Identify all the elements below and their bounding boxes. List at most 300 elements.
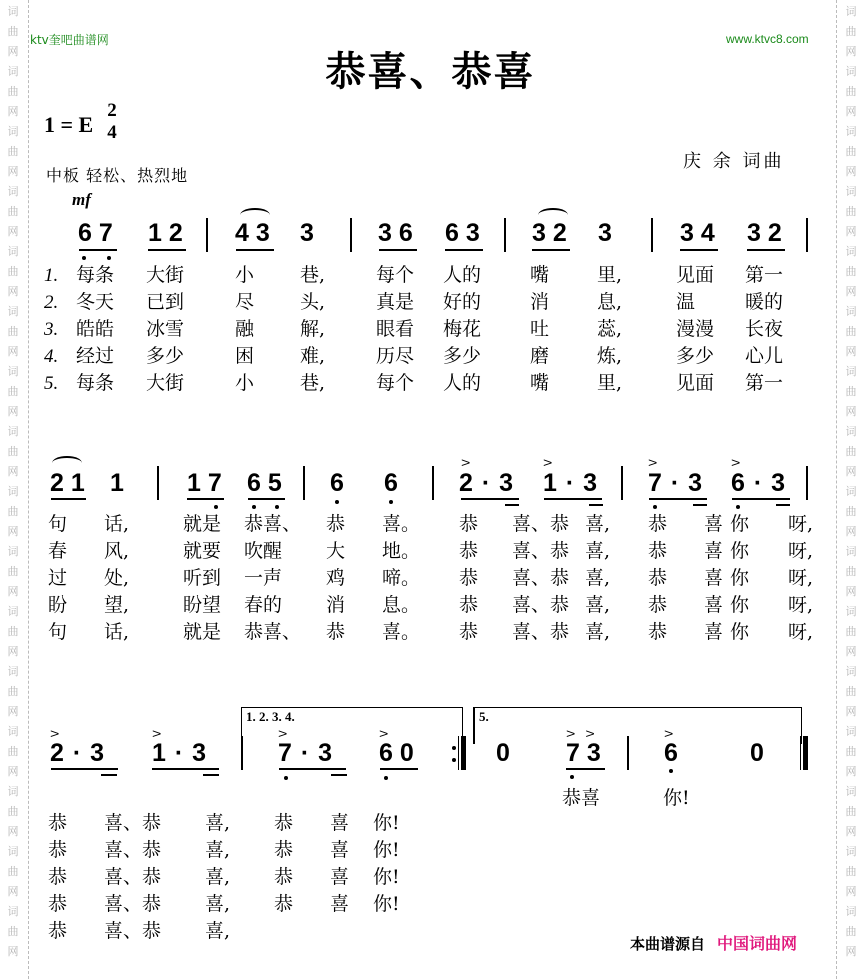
lyric-syllable: 喜 xyxy=(330,893,350,915)
accent-marks: >> xyxy=(566,727,605,742)
watermark-char: 词 xyxy=(845,185,857,198)
accent-mark: > xyxy=(648,456,658,471)
lyric-syllable: 已到 xyxy=(146,291,185,313)
note-group: 4 3 xyxy=(235,219,270,247)
watermark-char: 网 xyxy=(7,45,19,58)
lyric-syllable: 喜 xyxy=(704,594,724,616)
lyric-syllable: 每个 xyxy=(376,372,415,394)
watermark-char: 网 xyxy=(7,465,19,478)
lyric-syllable: 大街 xyxy=(146,264,185,286)
lyric-syllable: 恭喜、 xyxy=(244,621,302,643)
watermark-char: 曲 xyxy=(7,865,19,878)
watermark-char: 网 xyxy=(845,765,857,778)
lyric-syllable: 融 xyxy=(235,318,255,340)
lyric-syllable: 里, xyxy=(597,264,623,286)
lyric-syllable: 头, xyxy=(300,291,326,313)
underline xyxy=(236,249,274,251)
lyric-syllable: 喜 xyxy=(330,812,350,834)
accent-mark: > xyxy=(50,727,60,742)
lyric-syllable: 每条 xyxy=(76,264,115,286)
lyric-syllable: 喜、恭 xyxy=(104,920,162,942)
watermark-char: 词 xyxy=(7,125,19,138)
double-underline xyxy=(589,504,603,506)
underline xyxy=(379,249,417,251)
watermark-char: 网 xyxy=(845,885,857,898)
rest: 0 xyxy=(496,739,510,767)
underline xyxy=(461,498,519,500)
watermark-char: 词 xyxy=(7,65,19,78)
lyric-syllable: 喜, xyxy=(205,893,231,915)
barline xyxy=(627,736,629,770)
lyric-syllable: 真是 xyxy=(376,291,415,313)
lyric-syllable: 喜, xyxy=(585,513,611,535)
time-sig-top: 2 xyxy=(107,100,117,121)
watermark-char: 网 xyxy=(845,465,857,478)
lyric-syllable: 恭 xyxy=(326,513,346,535)
lyric-syllable: 人的 xyxy=(443,372,482,394)
lyric-syllable: 大街 xyxy=(146,372,185,394)
lyric-syllable: 恭喜、 xyxy=(244,513,302,535)
lyric-syllable: 第一 xyxy=(745,372,784,394)
barline xyxy=(806,466,808,500)
watermark-char: 网 xyxy=(7,345,19,358)
lyric-syllable: 喜, xyxy=(585,540,611,562)
lyric-syllable: 就是 xyxy=(183,513,222,535)
lyric-syllable: 多少 xyxy=(146,345,185,367)
site-url-right: www.ktvc8.com xyxy=(726,32,809,46)
source-label: 本曲谱源自 xyxy=(630,935,706,953)
lyric-syllable: 啼。 xyxy=(382,567,421,589)
lyric-syllable: 你 xyxy=(730,621,750,643)
final-barline xyxy=(803,736,808,770)
lyric-syllable: 恭 xyxy=(274,839,294,861)
ending-lyric: 你! xyxy=(663,787,690,809)
lyric-syllable: 呀, xyxy=(788,540,814,562)
lyric-syllable: 经过 xyxy=(76,345,115,367)
lyric-syllable: 消 xyxy=(326,594,346,616)
watermark-char: 词 xyxy=(845,485,857,498)
lyric-syllable: 话, xyxy=(104,621,130,643)
lyric-syllable: 你 xyxy=(730,540,750,562)
note-group: 3 2 xyxy=(532,219,567,247)
lyric-syllable: 喜, xyxy=(585,594,611,616)
note: 3 xyxy=(300,219,314,247)
watermark-char: 词 xyxy=(845,725,857,738)
lyric-syllable: 恭 xyxy=(48,893,68,915)
lyric-syllable: 喜 xyxy=(704,513,724,535)
barline xyxy=(806,218,808,252)
watermark-char: 词 xyxy=(845,245,857,258)
lyric-syllable: 你! xyxy=(373,866,400,888)
note-group: 3 6 xyxy=(378,219,413,247)
low-dot xyxy=(252,505,256,509)
watermark-char: 曲 xyxy=(845,565,857,578)
underline xyxy=(79,249,117,251)
lyric-syllable: 里, xyxy=(597,372,623,394)
lyric-syllable: 喜。 xyxy=(382,513,421,535)
lyric-syllable: 磨 xyxy=(530,345,550,367)
watermark-char: 词 xyxy=(845,5,857,18)
watermark-char: 词 xyxy=(845,845,857,858)
lyric-syllable: 喜, xyxy=(205,920,231,942)
source-credit xyxy=(630,931,797,954)
barline xyxy=(621,466,623,500)
barline xyxy=(241,736,243,770)
lyric-syllable: 恭 xyxy=(48,839,68,861)
lyric-syllable: 喜, xyxy=(585,621,611,643)
watermark-char: 网 xyxy=(7,405,19,418)
watermark-char: 曲 xyxy=(845,385,857,398)
watermark-char: 网 xyxy=(7,705,19,718)
lyric-syllable: 呀, xyxy=(788,621,814,643)
lyric-syllable: 喜、恭 xyxy=(512,594,570,616)
note-group: 3 4 xyxy=(680,219,715,247)
verse-number: 3. xyxy=(44,319,59,340)
underline xyxy=(51,768,118,770)
lyric-syllable: 春的 xyxy=(244,594,283,616)
lyric-syllable: 一声 xyxy=(244,567,283,589)
watermark-char: 网 xyxy=(845,405,857,418)
lyric-syllable: 句 xyxy=(48,513,68,535)
accent-mark: > xyxy=(731,456,741,471)
watermark-char: 曲 xyxy=(7,265,19,278)
accent-mark: > xyxy=(461,456,471,471)
watermark-char: 词 xyxy=(7,305,19,318)
note-group: 1 · 3 xyxy=(152,739,207,767)
watermark-char: 词 xyxy=(845,905,857,918)
lyric-syllable: 人的 xyxy=(443,264,482,286)
lyric-syllable: 恭 xyxy=(648,540,668,562)
lyric-syllable: 就要 xyxy=(183,540,222,562)
watermark-char: 曲 xyxy=(845,325,857,338)
lyric-syllable: 吐 xyxy=(530,318,550,340)
lyric-syllable: 冰雪 xyxy=(146,318,185,340)
watermark-char: 曲 xyxy=(7,85,19,98)
watermark-char: 网 xyxy=(845,645,857,658)
watermark-char: 曲 xyxy=(845,145,857,158)
lyric-syllable: 巷, xyxy=(300,264,326,286)
low-dot xyxy=(214,505,218,509)
underline xyxy=(732,498,790,500)
watermark-char: 词 xyxy=(845,365,857,378)
watermark-char: 曲 xyxy=(7,745,19,758)
lyric-syllable: 巷, xyxy=(300,372,326,394)
watermark-char: 曲 xyxy=(845,205,857,218)
lyric-syllable: 恭 xyxy=(648,621,668,643)
lyric-syllable: 你 xyxy=(730,513,750,535)
rest: 0 xyxy=(750,739,764,767)
time-signature xyxy=(103,100,121,144)
double-underline xyxy=(693,504,707,506)
lyric-syllable: 第一 xyxy=(745,264,784,286)
underline xyxy=(380,768,418,770)
barline xyxy=(206,218,208,252)
lyric-syllable: 地。 xyxy=(382,540,421,562)
underline xyxy=(148,249,186,251)
lyric-syllable: 喜、恭 xyxy=(104,839,162,861)
lyric-syllable: 心儿 xyxy=(745,345,784,367)
watermark-char: 词 xyxy=(845,125,857,138)
lyric-syllable: 恭 xyxy=(459,540,479,562)
watermark-char: 词 xyxy=(7,185,19,198)
lyric-syllable: 喜, xyxy=(585,567,611,589)
lyric-syllable: 听到 xyxy=(183,567,222,589)
lyric-syllable: 喜, xyxy=(205,812,231,834)
right-watermark-strip xyxy=(836,0,861,979)
watermark-char: 曲 xyxy=(7,445,19,458)
volta-bracket-1 xyxy=(241,707,463,744)
slur xyxy=(52,456,82,470)
lyric-syllable: 见面 xyxy=(676,264,715,286)
double-underline xyxy=(203,774,219,776)
watermark-char: 网 xyxy=(7,285,19,298)
watermark-char: 网 xyxy=(845,105,857,118)
watermark-char: 曲 xyxy=(7,325,19,338)
lyric-syllable: 小 xyxy=(235,372,255,394)
note: 6 xyxy=(330,469,344,497)
barline xyxy=(651,218,653,252)
barline xyxy=(504,218,506,252)
lyric-syllable: 喜 xyxy=(704,540,724,562)
watermark-char: 曲 xyxy=(845,265,857,278)
watermark-char: 词 xyxy=(845,665,857,678)
lyric-syllable: 恭 xyxy=(459,567,479,589)
note-group: 1 2 xyxy=(148,219,183,247)
lyric-syllable: 喜, xyxy=(205,866,231,888)
watermark-char: 网 xyxy=(7,945,19,958)
watermark-char: 曲 xyxy=(7,685,19,698)
watermark-char: 网 xyxy=(7,885,19,898)
verse-number: 1. xyxy=(44,265,59,286)
low-dot xyxy=(82,256,86,260)
accent-mark: > xyxy=(152,727,162,742)
watermark-char: 曲 xyxy=(845,505,857,518)
ending-lyric: 恭喜 xyxy=(562,787,601,809)
lyric-syllable: 恭 xyxy=(326,621,346,643)
lyric-syllable: 困 xyxy=(235,345,255,367)
watermark-char: 词 xyxy=(7,725,19,738)
lyric-syllable: 嘴 xyxy=(530,372,550,394)
watermark-char: 网 xyxy=(7,585,19,598)
lyric-syllable: 漫漫 xyxy=(676,318,715,340)
watermark-char: 网 xyxy=(7,825,19,838)
low-dot xyxy=(284,776,288,780)
lyric-syllable: 呀, xyxy=(788,567,814,589)
lyric-syllable: 处, xyxy=(104,567,130,589)
watermark-char: 词 xyxy=(7,365,19,378)
note-group: 3 2 xyxy=(747,219,782,247)
lyric-syllable: 解, xyxy=(300,318,326,340)
thin-barline xyxy=(458,736,459,770)
lyric-syllable: 消 xyxy=(530,291,550,313)
note-group: 1 · 3 xyxy=(543,469,598,497)
lyric-syllable: 喜、恭 xyxy=(512,621,570,643)
watermark-char: 网 xyxy=(7,645,19,658)
accent-mark: > xyxy=(278,727,288,742)
watermark-char: 曲 xyxy=(845,925,857,938)
watermark-char: 词 xyxy=(845,545,857,558)
lyric-syllable: 吹醒 xyxy=(244,540,283,562)
note-group: 7 · 3 xyxy=(648,469,703,497)
lyric-syllable: 你! xyxy=(373,839,400,861)
double-underline xyxy=(331,774,347,776)
watermark-char: 词 xyxy=(7,605,19,618)
low-dot xyxy=(107,256,111,260)
note: 3 xyxy=(598,219,612,247)
watermark-char: 曲 xyxy=(7,385,19,398)
lyric-syllable: 长夜 xyxy=(745,318,784,340)
note-group: 7 3 xyxy=(566,739,601,767)
lyric-syllable: 盼 xyxy=(48,594,68,616)
watermark-char: 词 xyxy=(7,785,19,798)
underline xyxy=(152,768,219,770)
note-group: 7 · 3 xyxy=(278,739,333,767)
watermark-char: 网 xyxy=(845,825,857,838)
accent-mark: > xyxy=(664,727,674,742)
underline xyxy=(51,498,86,500)
watermark-char: 曲 xyxy=(7,805,19,818)
watermark-char: 词 xyxy=(7,665,19,678)
low-dot xyxy=(570,775,574,779)
low-dot xyxy=(653,505,657,509)
note: 6 xyxy=(384,469,398,497)
lyric-syllable: 冬天 xyxy=(76,291,115,313)
lyric-syllable: 恭 xyxy=(48,812,68,834)
underline xyxy=(532,249,570,251)
lyric-syllable: 炼, xyxy=(597,345,623,367)
lyric-syllable: 难, xyxy=(300,345,326,367)
time-sig-bottom: 4 xyxy=(107,122,117,143)
lyric-syllable: 恭 xyxy=(274,812,294,834)
lyric-syllable: 好的 xyxy=(443,291,482,313)
note-group: 2 · 3 xyxy=(50,739,105,767)
note-group: 2 · 3 xyxy=(459,469,514,497)
lyric-syllable: 大 xyxy=(326,540,346,562)
low-dot xyxy=(736,505,740,509)
tempo-marking: 中板 轻松、热烈地 xyxy=(46,166,189,185)
lyric-syllable: 你! xyxy=(373,812,400,834)
watermark-char: 曲 xyxy=(845,745,857,758)
verse-number: 2. xyxy=(44,292,59,313)
watermark-char: 网 xyxy=(7,225,19,238)
lyric-syllable: 喜、恭 xyxy=(512,567,570,589)
underline xyxy=(747,249,785,251)
watermark-char: 词 xyxy=(845,605,857,618)
lyric-syllable: 恭 xyxy=(274,893,294,915)
barline xyxy=(157,466,159,500)
lyric-syllable: 恭 xyxy=(459,513,479,535)
underline xyxy=(248,498,285,500)
note-group: 2 1 xyxy=(50,469,85,497)
watermark-char: 词 xyxy=(7,905,19,918)
lyric-syllable: 恭 xyxy=(648,594,668,616)
lyric-syllable: 皓皓 xyxy=(76,318,115,340)
lyric-syllable: 梅花 xyxy=(443,318,482,340)
watermark-char: 曲 xyxy=(845,865,857,878)
low-dot xyxy=(669,769,673,773)
barline xyxy=(303,466,305,500)
watermark-char: 网 xyxy=(7,105,19,118)
watermark-char: 网 xyxy=(7,165,19,178)
underline xyxy=(544,498,602,500)
lyric-syllable: 春 xyxy=(48,540,68,562)
lyric-syllable: 喜、恭 xyxy=(104,866,162,888)
lyric-syllable: 每个 xyxy=(376,264,415,286)
note: 6 xyxy=(664,739,678,767)
lyric-syllable: 话, xyxy=(104,513,130,535)
lyric-syllable: 息, xyxy=(597,291,623,313)
lyric-syllable: 多少 xyxy=(676,345,715,367)
lyric-syllable: 见面 xyxy=(676,372,715,394)
verse-number: 4. xyxy=(44,346,59,367)
low-dot xyxy=(389,500,393,504)
lyric-syllable: 恭 xyxy=(48,866,68,888)
lyric-syllable: 句 xyxy=(48,621,68,643)
lyric-syllable: 鸡 xyxy=(326,567,346,589)
composer-credit: 庆 余 词曲 xyxy=(683,151,785,172)
watermark-char: 网 xyxy=(7,525,19,538)
watermark-char: 词 xyxy=(845,425,857,438)
lyric-syllable: 喜、恭 xyxy=(104,812,162,834)
watermark-char: 词 xyxy=(845,305,857,318)
note-group: 6 0 xyxy=(379,739,414,767)
double-underline xyxy=(776,504,790,506)
accent-mark: > xyxy=(379,727,389,742)
lyric-syllable: 历尽 xyxy=(376,345,415,367)
watermark-char: 曲 xyxy=(7,505,19,518)
watermark-char: 词 xyxy=(7,845,19,858)
lyric-syllable: 喜 xyxy=(330,839,350,861)
underline xyxy=(279,768,346,770)
lyric-syllable: 小 xyxy=(235,264,255,286)
low-dot xyxy=(275,505,279,509)
lyric-syllable: 你 xyxy=(730,567,750,589)
lyric-syllable: 你! xyxy=(373,893,400,915)
lyric-syllable: 呀, xyxy=(788,513,814,535)
watermark-char: 词 xyxy=(845,785,857,798)
note-group: 6 5 xyxy=(247,469,282,497)
note-group: 6 · 3 xyxy=(731,469,786,497)
watermark-char: 词 xyxy=(7,245,19,258)
lyric-syllable: 眼看 xyxy=(376,318,415,340)
watermark-char: 网 xyxy=(845,345,857,358)
watermark-char: 曲 xyxy=(845,685,857,698)
lyric-syllable: 呀, xyxy=(788,594,814,616)
thick-barline xyxy=(461,736,466,770)
watermark-char: 曲 xyxy=(845,445,857,458)
lyric-syllable: 恭 xyxy=(274,866,294,888)
source-brand-link[interactable]: 中国词曲网 xyxy=(717,934,798,953)
lyric-syllable: 风, xyxy=(104,540,130,562)
underline xyxy=(680,249,718,251)
watermark-char: 网 xyxy=(845,705,857,718)
watermark-char: 词 xyxy=(7,485,19,498)
lyric-syllable: 就是 xyxy=(183,621,222,643)
underline xyxy=(566,768,605,770)
lyric-syllable: 喜 xyxy=(704,621,724,643)
dynamic-marking: mf xyxy=(72,190,91,209)
lyric-syllable: 喜 xyxy=(330,866,350,888)
note-group: 6 7 xyxy=(78,219,113,247)
watermark-char: 网 xyxy=(845,945,857,958)
low-dot xyxy=(384,776,388,780)
barline xyxy=(432,466,434,500)
lyric-syllable: 恭 xyxy=(459,594,479,616)
lyric-syllable: 过 xyxy=(48,567,68,589)
watermark-char: 曲 xyxy=(7,25,19,38)
note-group: 6 3 xyxy=(445,219,480,247)
watermark-char: 曲 xyxy=(845,25,857,38)
